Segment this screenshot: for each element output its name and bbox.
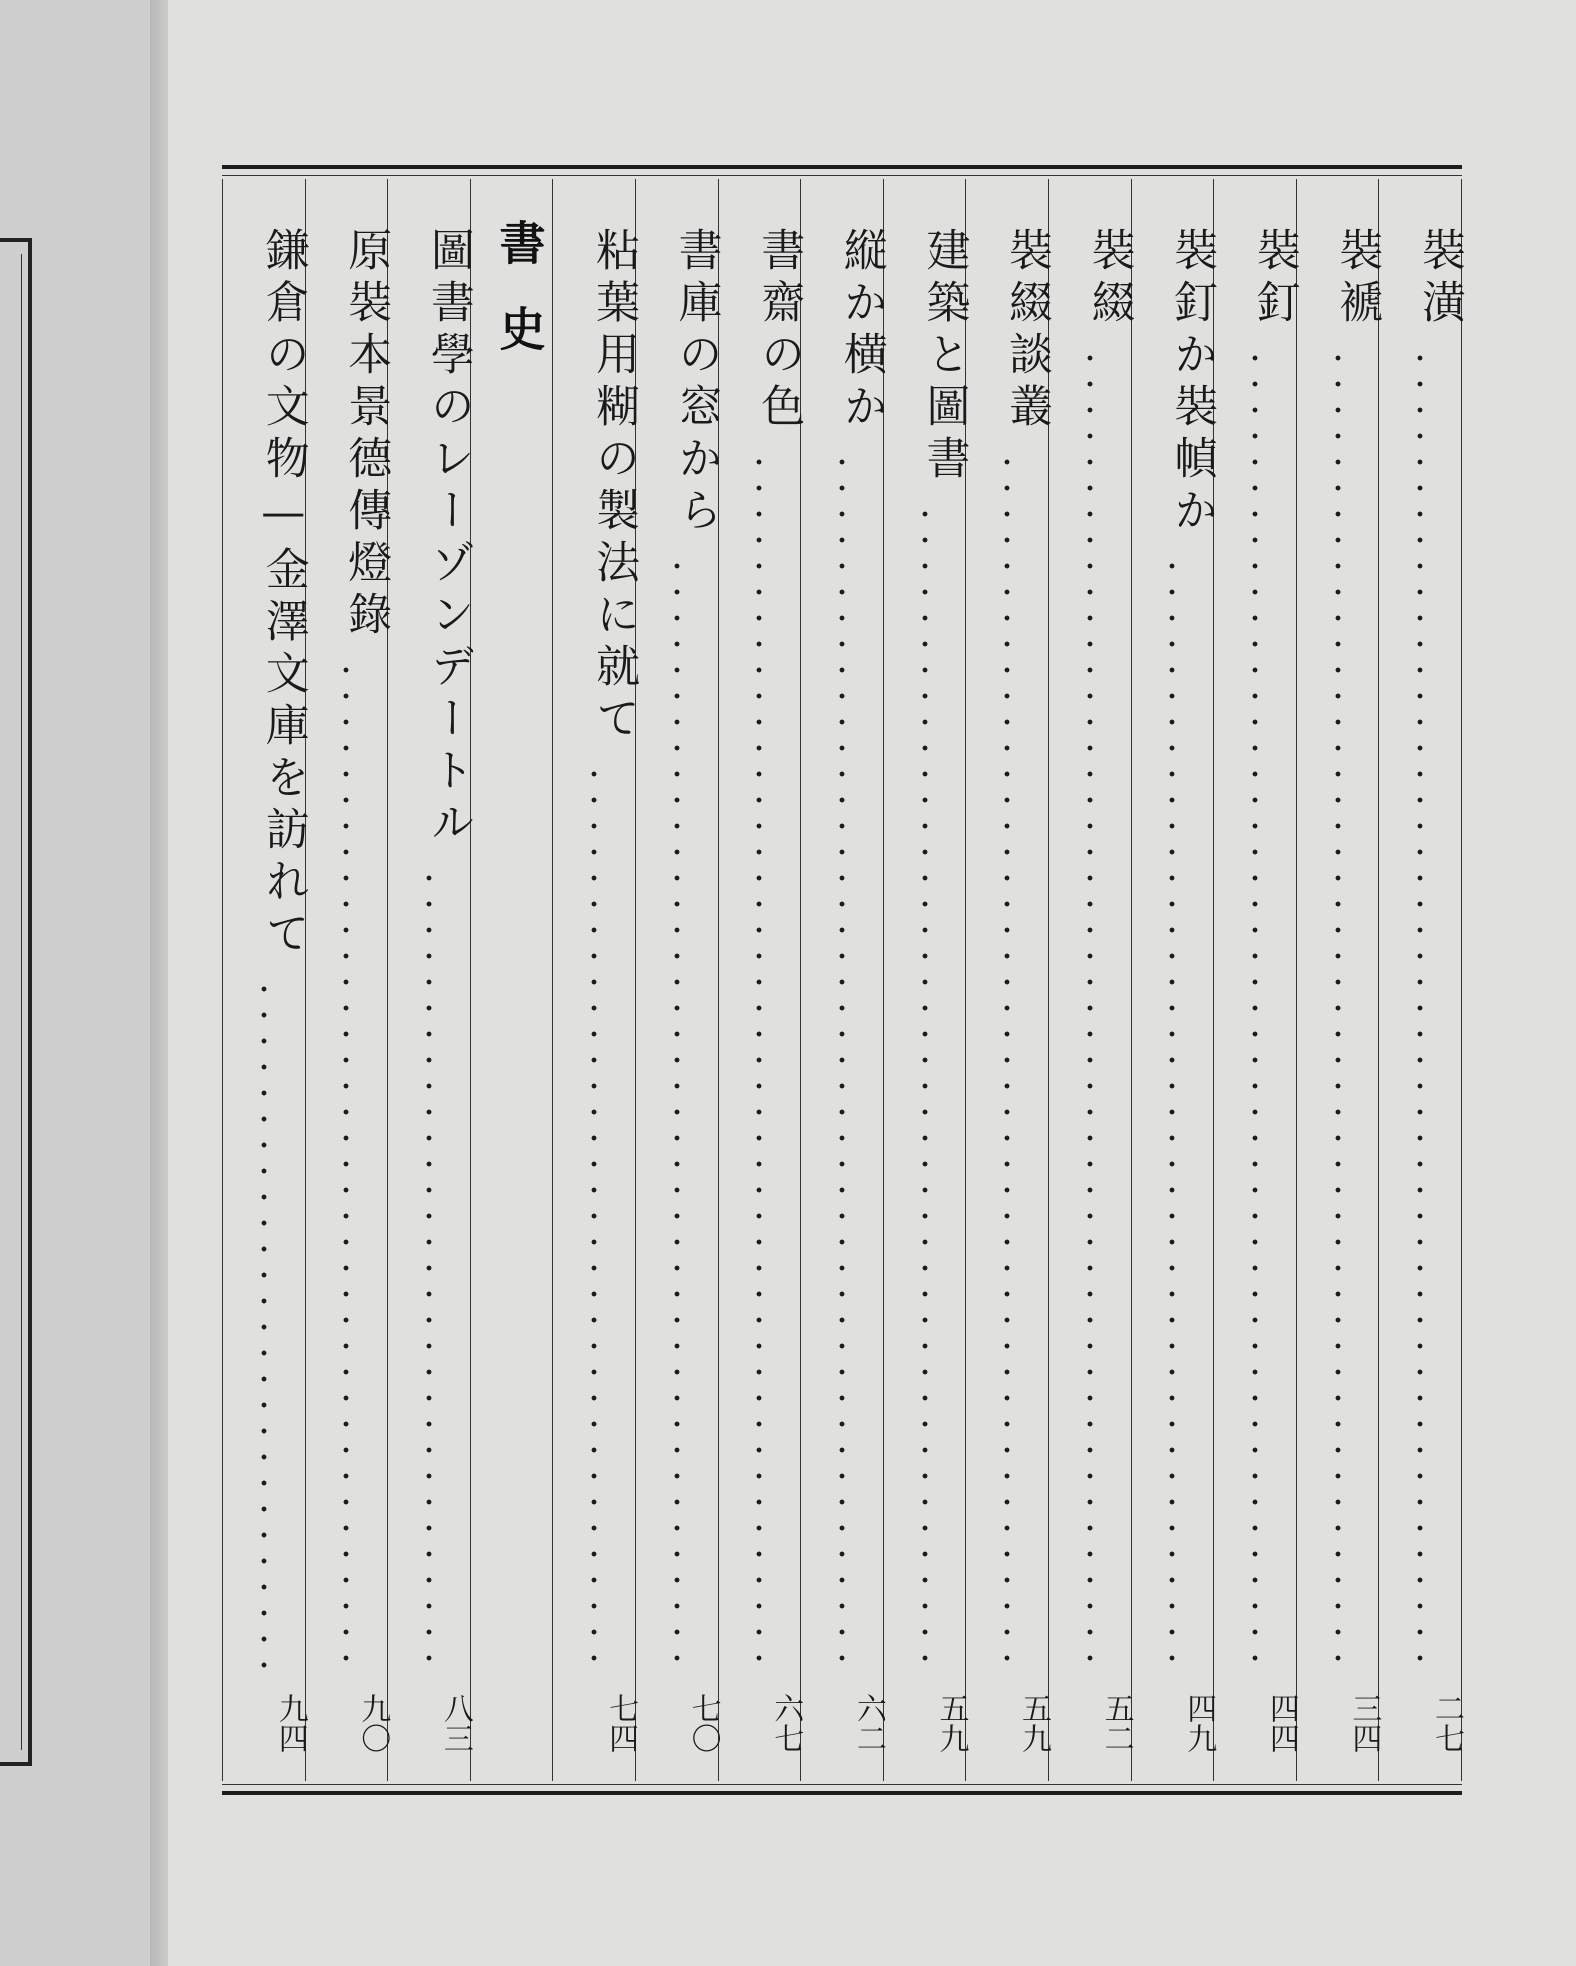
entry-page-number: 九四 bbox=[272, 1693, 308, 1753]
entry-title: 縦か横か bbox=[835, 227, 887, 435]
entry-page-number: 六七 bbox=[768, 1693, 804, 1753]
facing-page bbox=[0, 0, 165, 1966]
entry-page-number: 四四 bbox=[1263, 1693, 1299, 1753]
dot-leader bbox=[1416, 345, 1424, 1671]
dot-leader bbox=[838, 449, 846, 1671]
bottom-rule-thin bbox=[222, 1784, 1462, 1785]
entry-page-number: 八三 bbox=[437, 1693, 473, 1753]
bottom-rule bbox=[222, 1791, 1462, 1795]
dot-leader bbox=[1334, 345, 1342, 1671]
dot-leader bbox=[1003, 449, 1011, 1671]
section-heading: 書史 bbox=[492, 219, 547, 391]
toc-entry bbox=[305, 179, 392, 1781]
section-column bbox=[470, 179, 553, 1781]
entry-title: 原裝本景德傳燈錄 bbox=[340, 227, 392, 643]
toc-entry bbox=[1378, 179, 1465, 1781]
entry-title: 裝潢 bbox=[1414, 227, 1465, 331]
toc-entry bbox=[387, 179, 474, 1781]
toc-entry bbox=[718, 179, 805, 1781]
entry-page-number: 三四 bbox=[1346, 1693, 1382, 1753]
dot-leader bbox=[260, 976, 268, 1671]
dot-leader bbox=[1086, 345, 1094, 1671]
toc-entry bbox=[800, 179, 887, 1781]
dot-leader bbox=[755, 449, 763, 1671]
entry-page-number: 七〇 bbox=[685, 1693, 721, 1753]
toc-entry bbox=[635, 179, 722, 1781]
toc-entry bbox=[1213, 179, 1300, 1781]
entry-title: 裝褫 bbox=[1331, 227, 1383, 331]
dot-leader bbox=[1251, 345, 1259, 1671]
entry-title: 書庫の窓から bbox=[670, 227, 722, 539]
entry-title: 裝綴談叢 bbox=[1001, 227, 1053, 435]
toc-entry bbox=[552, 179, 640, 1781]
toc-entry bbox=[883, 179, 970, 1781]
dot-leader bbox=[342, 657, 350, 1671]
entry-page-number: 六二 bbox=[850, 1693, 886, 1753]
entry-title: 裝綴 bbox=[1083, 227, 1135, 331]
entry-title: 裝釘か裝幀か bbox=[1166, 227, 1218, 539]
toc-entry bbox=[223, 179, 309, 1781]
entry-page-number: 二七 bbox=[1429, 1693, 1464, 1753]
toc-columns bbox=[222, 179, 1465, 1781]
dot-leader bbox=[921, 501, 929, 1671]
dot-leader bbox=[673, 553, 681, 1671]
entry-title: 書齋の色 bbox=[753, 227, 805, 435]
entry-title: 建築と圖書 bbox=[918, 227, 970, 487]
entry-page-number: 七四 bbox=[603, 1693, 639, 1753]
dot-leader bbox=[1168, 553, 1176, 1671]
entry-title: 粘葉用糊の製法に就て bbox=[588, 227, 640, 747]
toc-entry bbox=[1131, 179, 1218, 1781]
entry-page-number: 五九 bbox=[1016, 1693, 1052, 1753]
entry-page-number: 五九 bbox=[933, 1693, 969, 1753]
toc-entry bbox=[1296, 179, 1383, 1781]
facing-page-frame bbox=[0, 238, 32, 1766]
entry-title: 裝釘 bbox=[1248, 227, 1300, 331]
entry-title: 鎌倉の文物—金澤文庫を訪れて bbox=[257, 227, 309, 962]
dot-leader bbox=[425, 865, 433, 1671]
top-rule-thin bbox=[222, 175, 1462, 176]
toc-entry bbox=[1048, 179, 1135, 1781]
table-of-contents bbox=[222, 165, 1465, 1795]
entry-page-number: 五二 bbox=[1098, 1693, 1134, 1753]
entry-title: 圖書學のレーゾンデートル bbox=[422, 227, 474, 851]
dot-leader bbox=[590, 761, 598, 1671]
toc-entry bbox=[965, 179, 1053, 1781]
entry-page-number: 九〇 bbox=[355, 1693, 391, 1753]
top-rule bbox=[222, 165, 1462, 169]
entry-page-number: 四九 bbox=[1181, 1693, 1217, 1753]
